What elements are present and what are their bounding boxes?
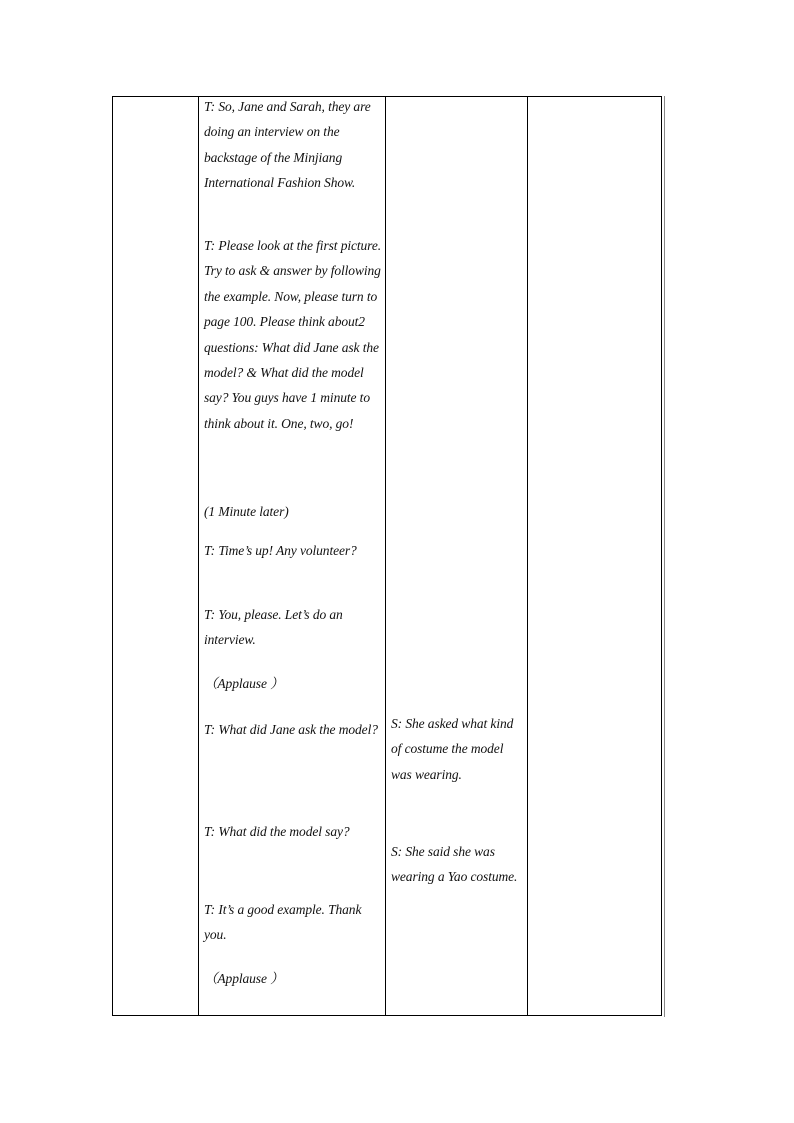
teacher-paragraph: T: So, Jane and Sarah, they are doing an interview on the backstage of the Minjiang International Fashion Show. xyxy=(204,99,371,191)
teacher-paragraph: T: You, please. Let’s do an interview. xyxy=(204,607,343,648)
teacher-line xyxy=(204,94,382,196)
teacher-line xyxy=(204,538,382,563)
teacher-paragraph: T: Please look at the first picture. Try to ask & answer by following the example. Now, please turn to page 100. Please think about2 questions: What did Jane ask the model? & What did the model say? You guys have 1 minute to think about it. One, two, go! xyxy=(204,238,382,431)
teacher-line xyxy=(204,897,382,948)
teacher-line xyxy=(204,233,382,436)
column-divider xyxy=(527,97,528,1015)
teacher-line xyxy=(204,819,382,844)
teacher-paragraph: T: What did the model say? xyxy=(204,824,350,839)
student-paragraph: S: She said she was wearing a Yao costume. xyxy=(391,844,518,885)
teacher-paragraph: T: It’s a good example. Thank you. xyxy=(204,902,362,943)
teacher-paragraph: （Applause ） xyxy=(204,676,284,691)
student-line xyxy=(391,839,525,890)
teacher-line xyxy=(204,499,382,524)
teacher-line xyxy=(204,671,382,696)
lesson-plan-table xyxy=(112,96,662,1016)
student-line xyxy=(391,711,525,787)
teacher-paragraph: (1 Minute later) xyxy=(204,504,289,519)
teacher-paragraph: T: Time’s up! Any volunteer? xyxy=(204,543,357,558)
teacher-line xyxy=(204,717,382,742)
teacher-paragraph: T: What did Jane ask the model? xyxy=(204,722,378,737)
column-divider xyxy=(198,97,199,1015)
teacher-line xyxy=(204,966,382,991)
teacher-line xyxy=(204,602,382,653)
teacher-paragraph: （Applause ） xyxy=(204,971,284,986)
column-divider xyxy=(385,97,386,1015)
student-paragraph: S: She asked what kind of costume the model was wearing. xyxy=(391,716,514,782)
